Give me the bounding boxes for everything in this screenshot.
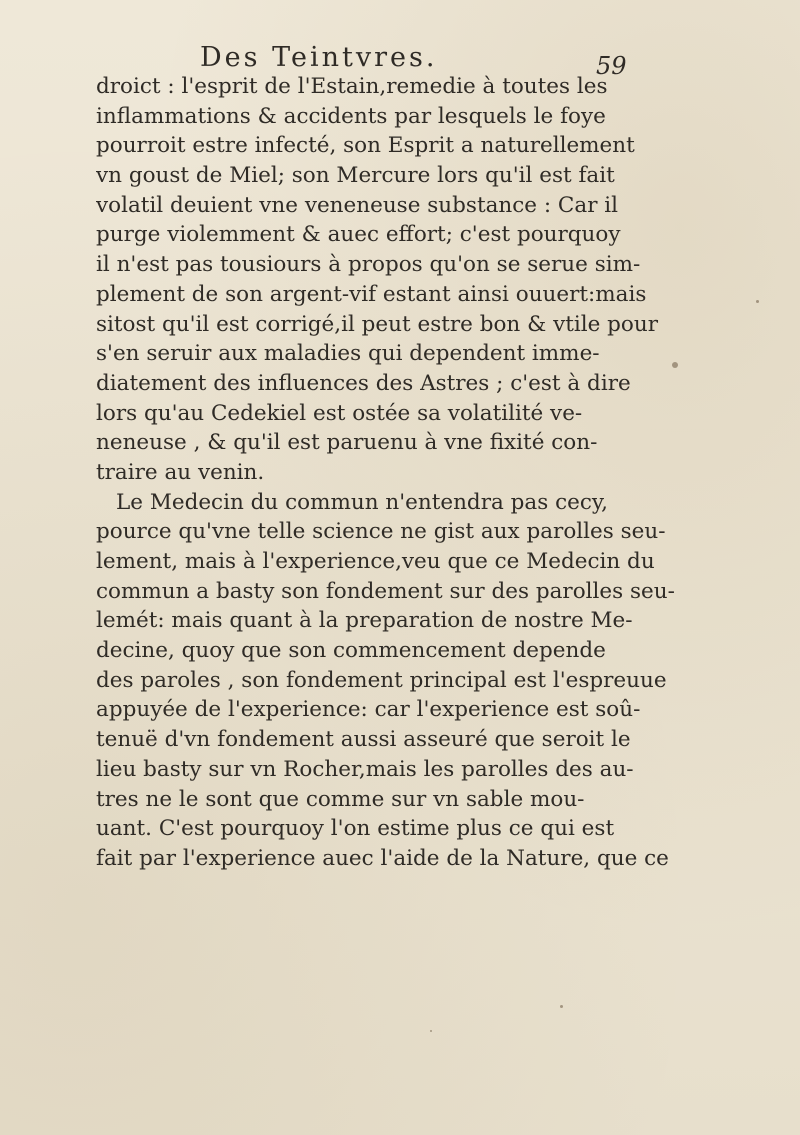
text-line: tenuë d'vn fondement aussi asseuré que seroit le	[96, 727, 631, 753]
body-text	[96, 72, 696, 874]
text-line: inflammations & accidents par lesquels le foye	[96, 103, 606, 129]
text-line: s'en seruir aux maladies qui dependent imme-	[96, 341, 600, 367]
text-line: purge violemment & auec effort; c'est pourquoy	[96, 222, 621, 248]
text-line: commun a basty son fondement sur des parolles seu-	[96, 578, 675, 604]
paragraph-start-line: Le Medecin du commun n'entendra pas cecy,	[116, 489, 609, 515]
paper-speck	[756, 300, 759, 303]
text-line: fait par l'experience auec l'aide de la Nature, que ce	[96, 845, 669, 871]
text-line: plement de son argent-vif estant ainsi ouuert:mais	[96, 281, 647, 307]
paper-speck	[560, 1005, 563, 1008]
text-line: tres ne le sont que comme sur vn sable mou-	[96, 786, 585, 812]
paper-speck	[430, 1030, 432, 1032]
text-line: des paroles , son fondement principal est l'espreuue	[96, 667, 667, 693]
page-number: 59	[596, 52, 627, 80]
text-line: pource qu'vne telle science ne gist aux parolles seu-	[96, 519, 666, 545]
running-title: Des Teintvres.	[200, 42, 438, 73]
text-line: il n'est pas tousiours à propos qu'on se serue sim-	[96, 252, 641, 278]
paper-speck	[672, 362, 678, 368]
text-line: traire au venin.	[96, 459, 265, 485]
text-line: lieu basty sur vn Rocher,mais les parolles des au-	[96, 756, 634, 782]
text-line: droict : l'esprit de l'Estain,remedie à toutes les	[96, 74, 608, 99]
text-line: lement, mais à l'experience,veu que ce Medecin du	[96, 549, 655, 574]
text-line: diatement des influences des Astres ; c'est à dire	[96, 370, 631, 396]
text-line: neneuse , & qu'il est paruenu à vne fixité con-	[96, 430, 598, 456]
text-line: lors qu'au Cedekiel est ostée sa volatilité ve-	[96, 400, 583, 426]
text-line: appuyée de l'experience: car l'experience est soû-	[96, 697, 641, 723]
text-line: vn goust de Miel; son Mercure lors qu'il est fait	[96, 163, 615, 189]
text-line: pourroit estre infecté, son Esprit a naturellement	[96, 133, 635, 159]
text-line: volatil deuient vne veneneuse substance : Car il	[96, 192, 619, 218]
text-line: sitost qu'il est corrigé,il peut estre bon & vtile pour	[96, 311, 658, 337]
text-line: lemét: mais quant à la preparation de nostre Me-	[96, 608, 633, 634]
text-line: decine, quoy que son commencement depende	[96, 638, 606, 664]
text-line: uant. C'est pourquoy l'on estime plus ce qui est	[96, 816, 615, 842]
